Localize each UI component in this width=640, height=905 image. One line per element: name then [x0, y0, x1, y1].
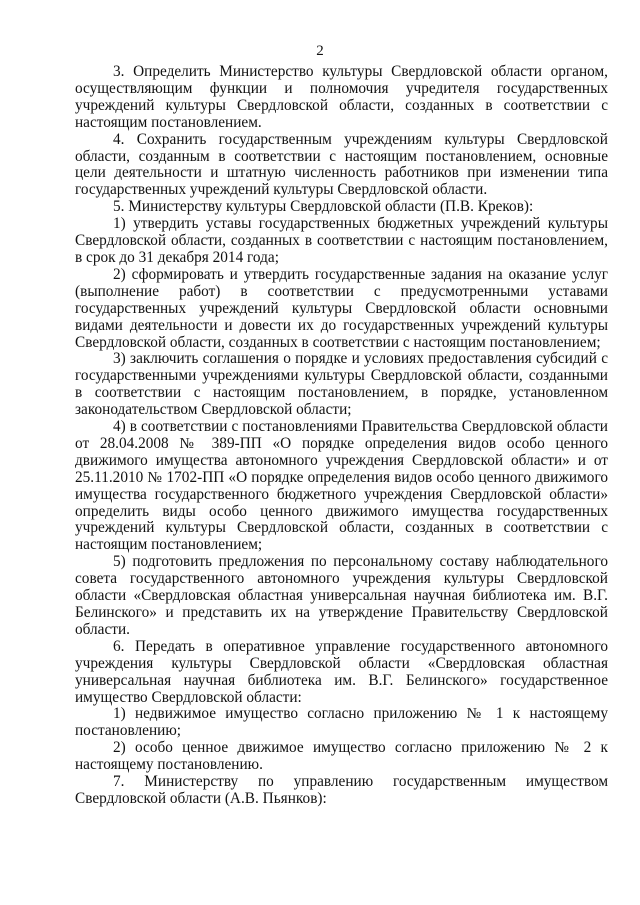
paragraph-5-1: 1) утвердить уставы государственных бюджетных учреждений культуры Свердловской области, созданных в соответствии с настоящим постановлением, в срок до 31 декабря 2014 года;	[75, 215, 608, 266]
paragraph-6: 6. Передать в оперативное управление государственного автономного учреждения культуры Свердловской области «Свердловская областная универсальная научная библиотека им. В.Г. Белинского» государственное имущество Свердловской области:	[75, 637, 608, 706]
paragraph-3: 3. Определить Министерство культуры Свердловской области органом, осуществляющим функции и полномочия учредителя государственных учреждений культуры Свердловской области, созданных в соответствии с настоящим постановлением.	[75, 63, 608, 131]
paragraph-5-4: 4) в соответствии с постановлениями Правительства Свердловской области от 28.04.2008 № 389-ПП «О порядке определения видов особо ценного движимого имущества автономного учреждения Свердловской области» и от 25.11.2010 № 1702-ПП «О порядке определения видов особо ценного движимого имущества государственного бюджетного учреждения Свердловской области» определить виды особо ценного движимого имущества государственных учреждений культуры Свердловской области, созданных в соответствии с настоящим постановлением;	[75, 418, 608, 554]
paragraph-5: 5. Министерству культуры Свердловской области (П.В. Креков):	[113, 198, 534, 216]
paragraph-7: 7. Министерству по управлению государственным имуществом Свердловской области (А.В. Пьянков):	[75, 773, 608, 807]
paragraph-6-1: 1) недвижимое имущество согласно приложению № 1 к настоящему постановлению;	[75, 705, 608, 740]
paragraph-6-2: 2) особо ценное движимое имущество согласно приложению № 2 к настоящему постановлению.	[75, 739, 608, 774]
paragraph-5-5: 5) подготовить предложения по персональному составу наблюдательного совета государственного автономного учреждения культуры Свердловской области «Свердловская областная универсальная научная библиотека им. В.Г. Белинского» и представить их на утверждение Правительству Свердловской области.	[75, 553, 608, 638]
document-body	[75, 64, 608, 808]
page-number: 2	[316, 43, 324, 59]
paragraph-4: 4. Сохранить государственным учреждениям культуры Свердловской области, созданным в соответствии с настоящим постановлением, основные цели деятельности и штатную численность работников при изменении типа государственных учреждений культуры Свердловской области.	[75, 130, 608, 199]
paragraph-5-3: 3) заключить соглашения о порядке и условиях предоставления субсидий с государственными учреждениями культуры Свердловской области, созданными в соответствии с настоящим постановлением, в порядке, установленном законодательством Свердловской области;	[75, 350, 608, 419]
paragraph-5-2: 2) сформировать и утвердить государственные задания на оказание услуг (выполнение работ) в соответствии с предусмотренными уставами государственных учреждений культуры Свердловской области основными видами деятельности и довести их до государственных учреждений культуры Свердловской области, созданных в соответствии с настоящим постановлением;	[75, 265, 608, 351]
